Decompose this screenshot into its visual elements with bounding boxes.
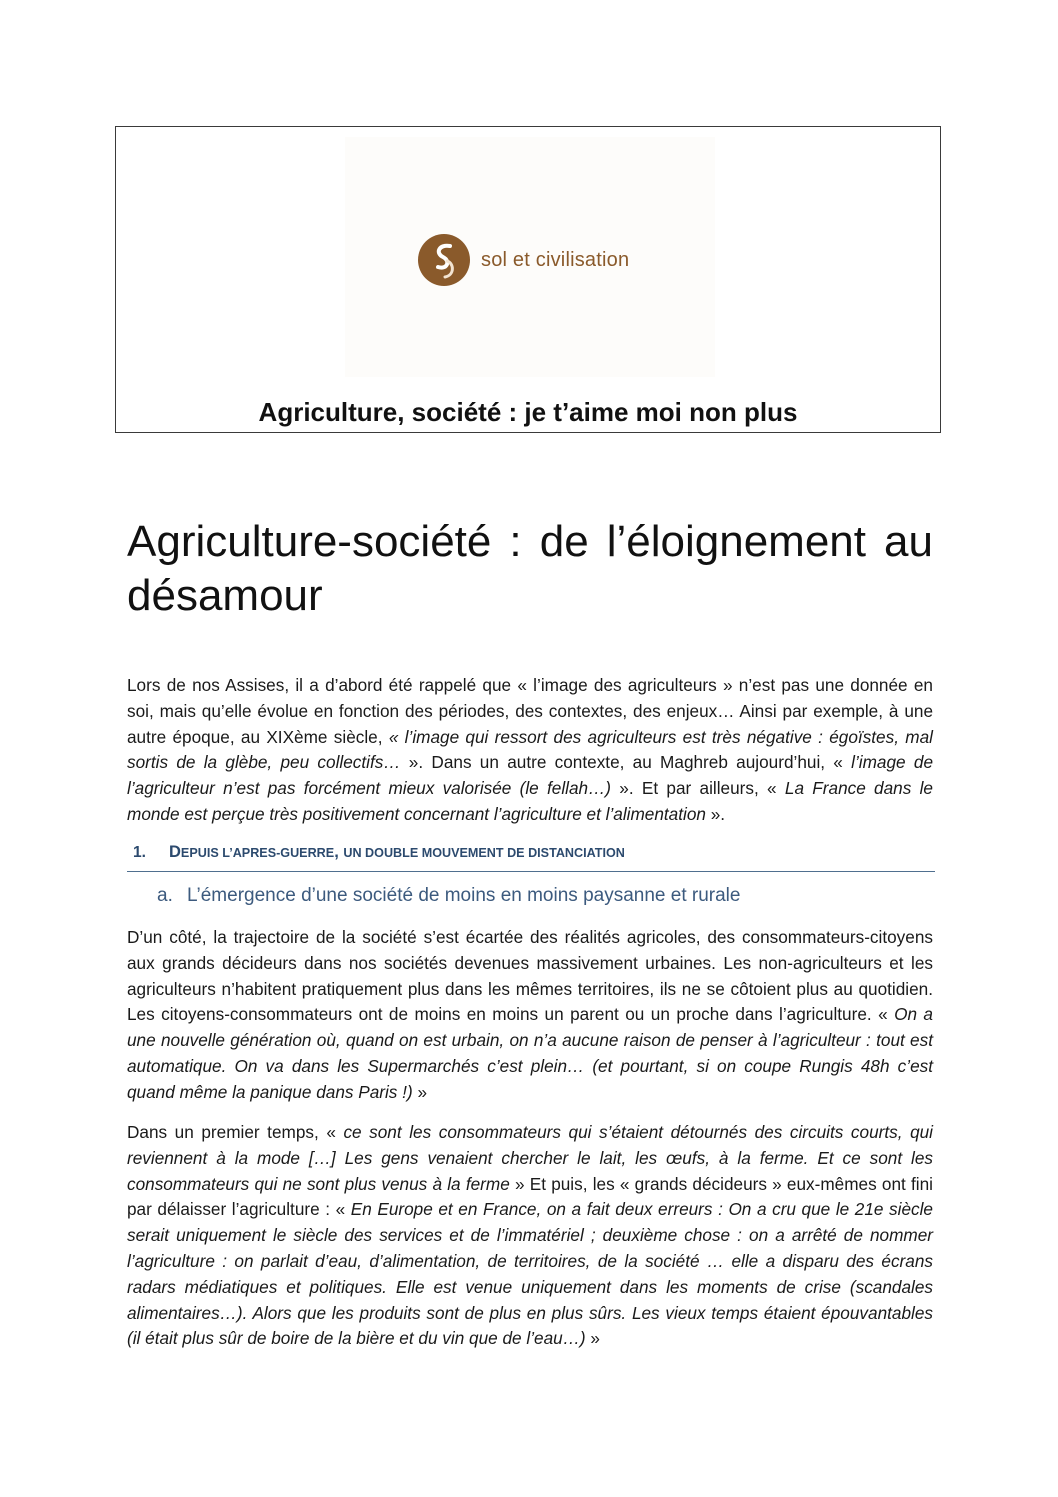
- subsection-title: L’émergence d’une société de moins en moins paysanne et rurale: [187, 885, 741, 906]
- paragraph-text: ».: [705, 803, 726, 824]
- subsection-heading-a: [157, 885, 740, 907]
- section-title-part: D: [169, 843, 181, 861]
- cover-title: Agriculture, société : je t’aime moi non plus: [258, 397, 798, 427]
- paragraph-text: Lors de nos Assises, il a d’abord été rappelé que « l’image des agriculteurs » n’est pas une donnée en soi, mais qu’elle évolue en fonction des périodes, des contextes, des enjeux… Ainsi par exemple, à une autre époque, au XIXème siècle,: [127, 675, 933, 747]
- quote-text: En Europe et en France, on a fait deux erreurs : On a cru que le 21e siècle serait uniquement le siècle des services et de l’immatériel ; deuxième chose : on a arrêté de nommer l’agriculture : on parlait d’eau, d’alimentation, de territoires, de la société … elle a disparu des écrans radars médiatiques et politiques. Elle est venue uniquement dans les moments de crise (scandales alimentaires…). Alors que les produits sont de plus en plus sûrs. Les vieux temps étaient épouvantables (il était plus sûr de boire de la bière et du vin que de l’eau…): [127, 1199, 933, 1349]
- logo-text: sol et civilisation: [481, 248, 630, 271]
- quote-text: l’image de l’agriculteur n’est pas forcément mieux valorisée (le fellah…): [127, 752, 933, 799]
- paragraph-society-trajectory: [127, 925, 933, 1106]
- paragraph-text: ». Et par ailleurs, «: [611, 778, 785, 799]
- paragraph-intro: [127, 673, 933, 828]
- paragraph-text: Dans un premier temps, «: [127, 1122, 344, 1142]
- subsection-letter: a.: [157, 885, 173, 906]
- paragraph-text: » Et puis, les « grands décideurs » eux-mêmes ont fini par délaisser l’agriculture : «: [127, 1173, 933, 1220]
- section-heading-1: [127, 843, 935, 872]
- paragraph-consumers-deciders: [127, 1120, 933, 1352]
- quote-text: « l’image qui ressort des agriculteurs est très négative : égoïstes, mal sortis de la glèbe, peu collectifs…: [127, 726, 933, 773]
- page-title-line-2: désamour: [127, 571, 323, 620]
- quote-text: On a une nouvelle génération où, quand on est urbain, on n’a aucune raison de penser à l’agriculteur : tout est automatique. On va dans les Supermarchés c’est plein… (et pourtant, si on coupe Rungis 48h c’est quand même la panique dans Paris !): [127, 1004, 933, 1102]
- cover-header-box: [115, 126, 941, 433]
- sol-et-civilisation-logo-icon: [417, 233, 471, 287]
- section-title-part: ,: [334, 843, 344, 861]
- page-title-line-1: Agriculture-société : de l’éloignement au: [127, 517, 933, 566]
- section-number: 1.: [133, 844, 146, 861]
- logo-area: [345, 137, 715, 377]
- logo: [417, 233, 629, 287]
- paragraph-text: »: [412, 1081, 428, 1102]
- section-title-part: EPUIS L’APRES-GUERRE: [180, 846, 335, 860]
- quote-text: La France dans le monde est perçue très positivement concernant l’agriculture et l’alimentation: [127, 778, 933, 824]
- paragraph-text: ». Dans un autre contexte, au Maghreb aujourd’hui, «: [400, 752, 852, 773]
- paragraph-text: »: [585, 1328, 600, 1349]
- page-title: [127, 515, 933, 623]
- quote-text: ce sont les consommateurs qui s’étaient détournés des circuits courts, qui reviennent à la mode […] Les gens venaient chercher le lait, les œufs, à la ferme. Et ce sont les consommateurs qui ne sont plus venus à la ferme: [127, 1122, 934, 1194]
- paragraph-text: D’un côté, la trajectoire de la société s’est écartée des réalités agricoles, des consommateurs-citoyens aux grands décideurs dans nos sociétés devenues massivement urbaines. Les non-agriculteurs et les agriculteurs n’habitent pratiquement plus dans les mêmes territoires, ils ne se côtoient plus au quotidien. Les citoyens-consommateurs ont de moins en moins un parent ou un proche dans l’agriculture. «: [127, 927, 933, 1025]
- section-title-part: UN DOUBLE MOUVEMENT DE DISTANCIATION: [343, 846, 625, 860]
